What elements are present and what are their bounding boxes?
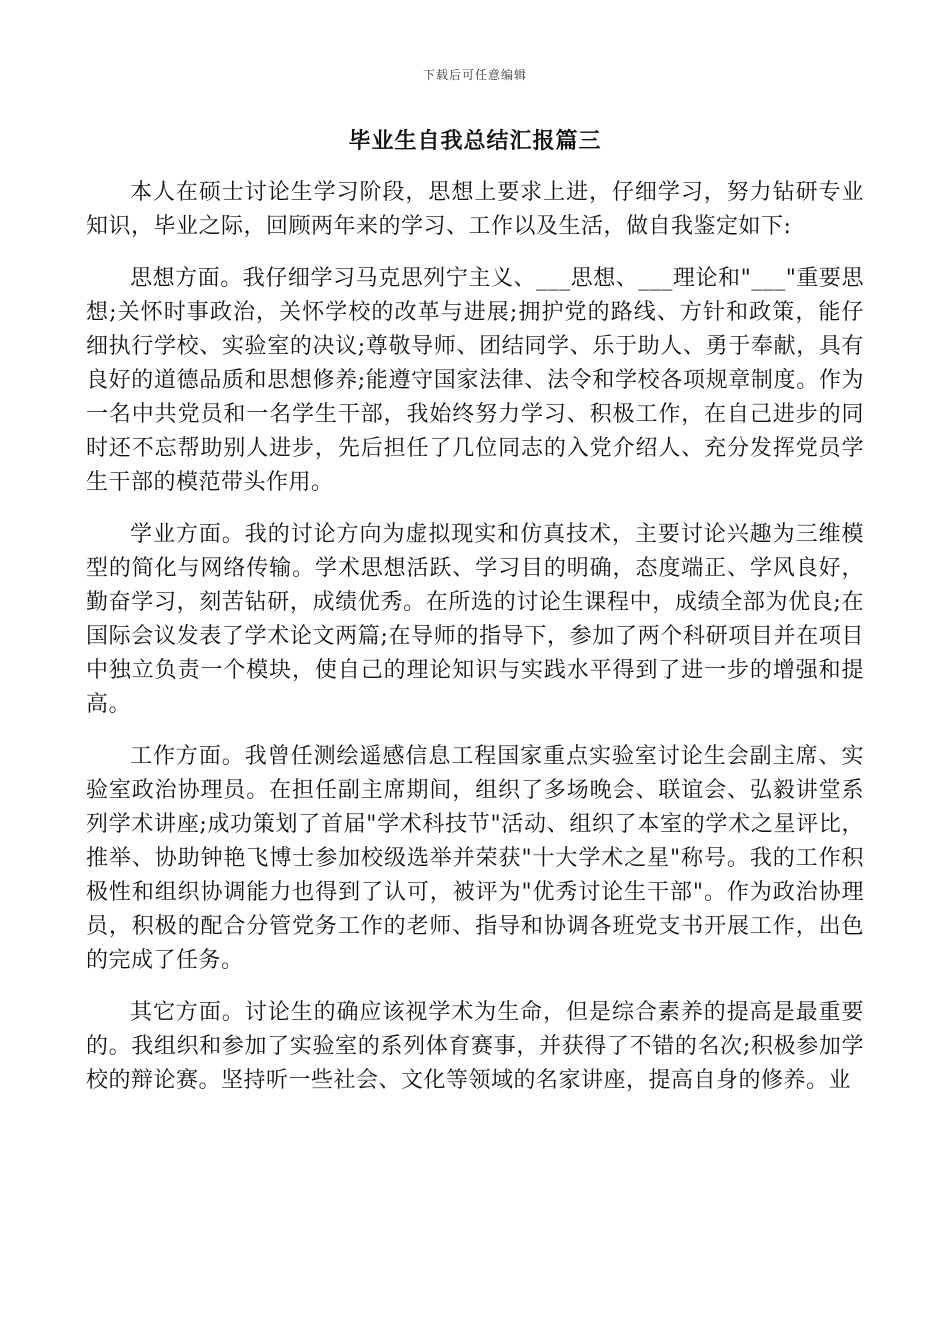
document-title: 毕业生自我总结汇报篇三 — [348, 128, 602, 154]
paragraph-academics: 学业方面。我的讨论方向为虚拟现实和仿真技术，主要讨论兴趣为三维模型的简化与网络传输。学术思想活跃、学习目的明确，态度端正、学风良好，勤奋学习，刻苦钻研，成绩优秀。在所选的讨论生课程中，成绩全部为优良;在国际会议发表了学术论文两篇;在导师的指导下，参加了两个科研项目并在项目中独立负责一个模块，使自己的理论知识与实践水平得到了进一步的增强和提高。 — [86, 522, 864, 717]
paragraph-other: 其它方面。讨论生的确应该视学术为生命，但是综合素养的提高是最重要的。我组织和参加了实验室的系列体育赛事，并获得了不错的名次;积极参加学校的辩论赛。坚持听一些社会、文化等领域的名家讲座，提高自身的修养。业 — [86, 1000, 864, 1093]
paragraph-ideology: 思想方面。我仔细学习马克思列宁主义、___思想、___理论和"___"重要思想;关怀时事政治，关怀学校的改革与进展;拥护党的路线、方针和政策，能仔细执行学校、实验室的决议;尊敬导师、团结同学、乐于助人、勇于奉献，具有良好的道德品质和思想修养;能遵守国家法律、法令和学校各项规章制度。作为一名中共党员和一名学生干部，我始终努力学习、积极工作，在自己进步的同时还不忘帮助别人进步，先后担任了几位同志的入党介绍人、充分发挥党员学生干部的模范带头作用。 — [86, 266, 864, 495]
paragraph-intro: 本人在硕士讨论生学习阶段，思想上要求上进，仔细学习，努力钻研专业知识，毕业之际，回顾两年来的学习、工作以及生活，做自我鉴定如下: — [86, 180, 864, 239]
document-body — [86, 176, 864, 1116]
paragraph-work: 工作方面。我曾任测绘遥感信息工程国家重点实验室讨论生会副主席、实验室政治协理员。在担任副主席期间，组织了多场晚会、联谊会、弘毅讲堂系列学术讲座;成功策划了首届"学术科技节"活动、组织了本室的学术之星评比，推举、协助钟艳飞博士参加校级选举并荣获"十大学术之星"称号。我的工作积极性和组织协调能力也得到了认可，被评为"优秀讨论生干部"。作为政治协理员，积极的配合分管党务工作的老师、指导和协调各班党支书开展工作，出色的完成了任务。 — [86, 744, 864, 973]
header-note: 下载后可任意编辑 — [422, 68, 527, 82]
